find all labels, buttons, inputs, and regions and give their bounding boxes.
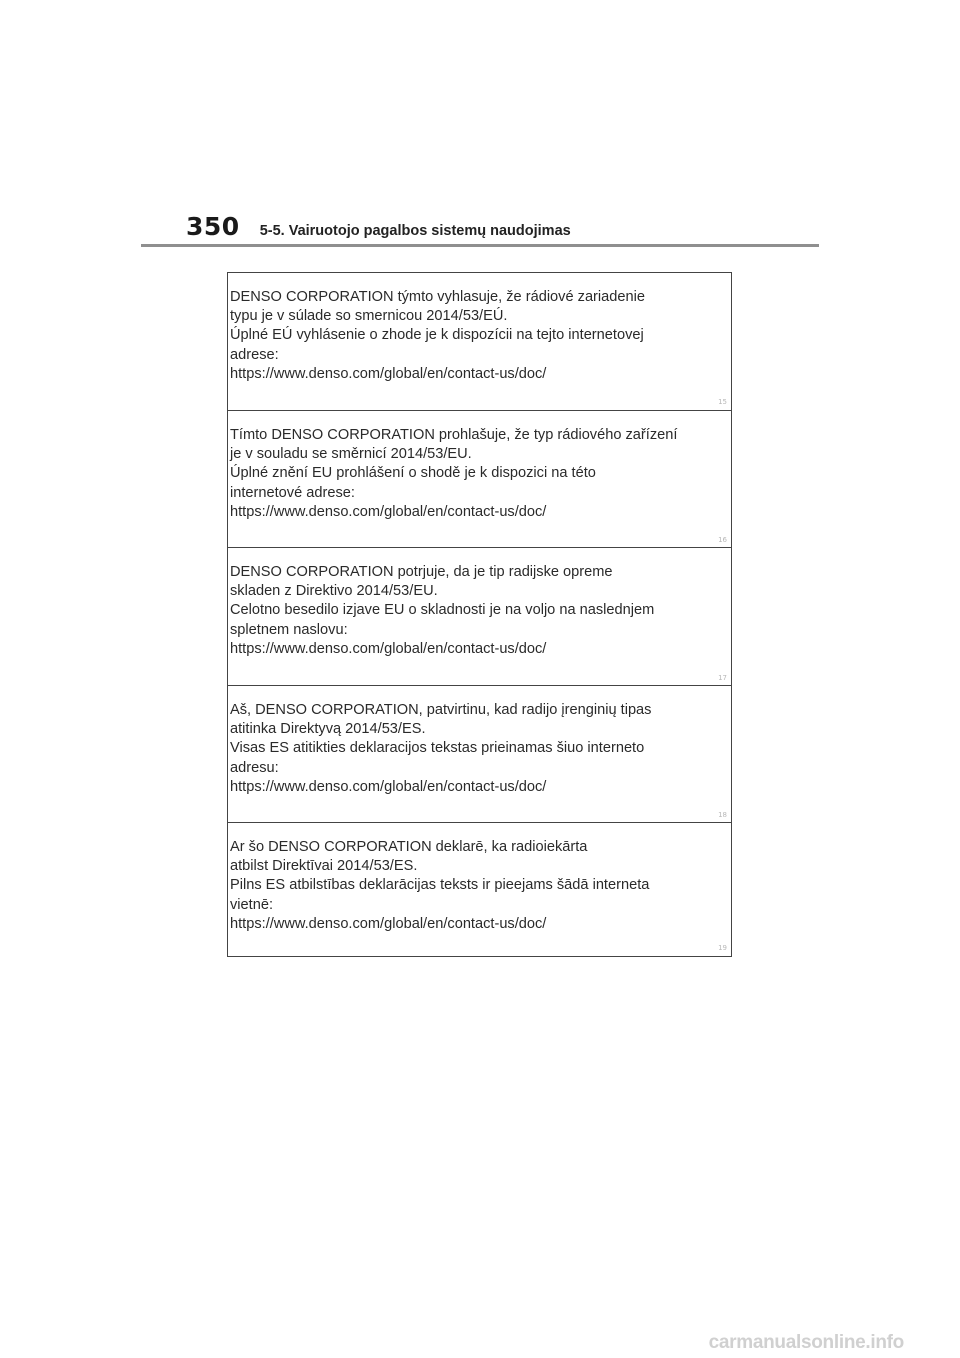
page-header [186,212,571,241]
declaration-entry-slovenian [228,547,731,686]
declaration-line: vietnē: [230,896,273,913]
declaration-line: https://www.denso.com/global/en/contact-us/doc/ [230,365,547,382]
declaration-line: https://www.denso.com/global/en/contact-us/doc/ [230,503,547,520]
declaration-line: https://www.denso.com/global/en/contact-us/doc/ [230,915,547,932]
declaration-text [230,426,725,522]
declaration-line: spletnem naslovu: [230,621,348,638]
declaration-line: adrese: [230,346,279,363]
page-number: 350 [186,212,240,241]
declaration-line: Pilns ES atbilstības deklarācijas teksts ir pieejams šādā interneta [230,877,650,894]
declaration-text [230,563,725,659]
reference-number: 17 [718,674,727,682]
declaration-line: DENSO CORPORATION potrjuje, da je tip radijske opreme [230,564,613,580]
declaration-line: DENSO CORPORATION týmto vyhlasuje, že rádiové zariadenie [230,289,645,305]
declaration-line: typu je v súlade so smernicou 2014/53/EÚ. [230,308,508,325]
declaration-line: Ar šo DENSO CORPORATION deklarē, ka radioiekārta [230,839,588,855]
reference-number: 15 [718,398,727,406]
declaration-line: internetové adrese: [230,484,355,501]
declaration-entry-czech [228,410,731,548]
declaration-entry-slovak [228,273,731,410]
declaration-line: Tímto DENSO CORPORATION prohlašuje, že typ rádiového zařízení [230,427,678,443]
reference-number: 19 [718,944,727,952]
section-title: 5-5. Vairuotojo pagalbos sistemų naudojimas [259,223,571,239]
declaration-entry-lithuanian [228,685,731,823]
reference-number: 18 [718,811,727,819]
declaration-line: atbilst Direktīvai 2014/53/ES. [230,858,418,875]
declaration-line: https://www.denso.com/global/en/contact-us/doc/ [230,640,547,657]
declaration-line: https://www.denso.com/global/en/contact-us/doc/ [230,778,547,795]
reference-number: 16 [718,536,727,544]
declaration-line: Visas ES atitikties deklaracijos tekstas prieinamas šiuo interneto [230,740,645,757]
declaration-line: adresu: [230,759,279,776]
declaration-entry-latvian [228,822,731,956]
declaration-line: skladen z Direktivo 2014/53/EU. [230,583,438,600]
declaration-line: Celotno besedilo izjave EU o skladnosti je na voljo na naslednjem [230,602,655,619]
declaration-line: atitinka Direktyvą 2014/53/ES. [230,721,426,738]
declarations-table [227,272,732,957]
footer-watermark: carmanualsonline.info [708,1332,904,1353]
declaration-line: Úplné EÚ vyhlásenie o zhode je k dispozícii na tejto internetovej [230,327,644,344]
declaration-text [230,701,725,797]
header-divider [141,244,819,247]
declaration-line: je v souladu se směrnicí 2014/53/EU. [230,446,472,463]
declaration-text [230,838,725,934]
declaration-line: Aš, DENSO CORPORATION, patvirtinu, kad radijo įrenginių tipas [230,702,652,718]
declaration-line: Úplné znění EU prohlášení o shodě je k dispozici na této [230,465,596,482]
declaration-text [230,288,725,384]
